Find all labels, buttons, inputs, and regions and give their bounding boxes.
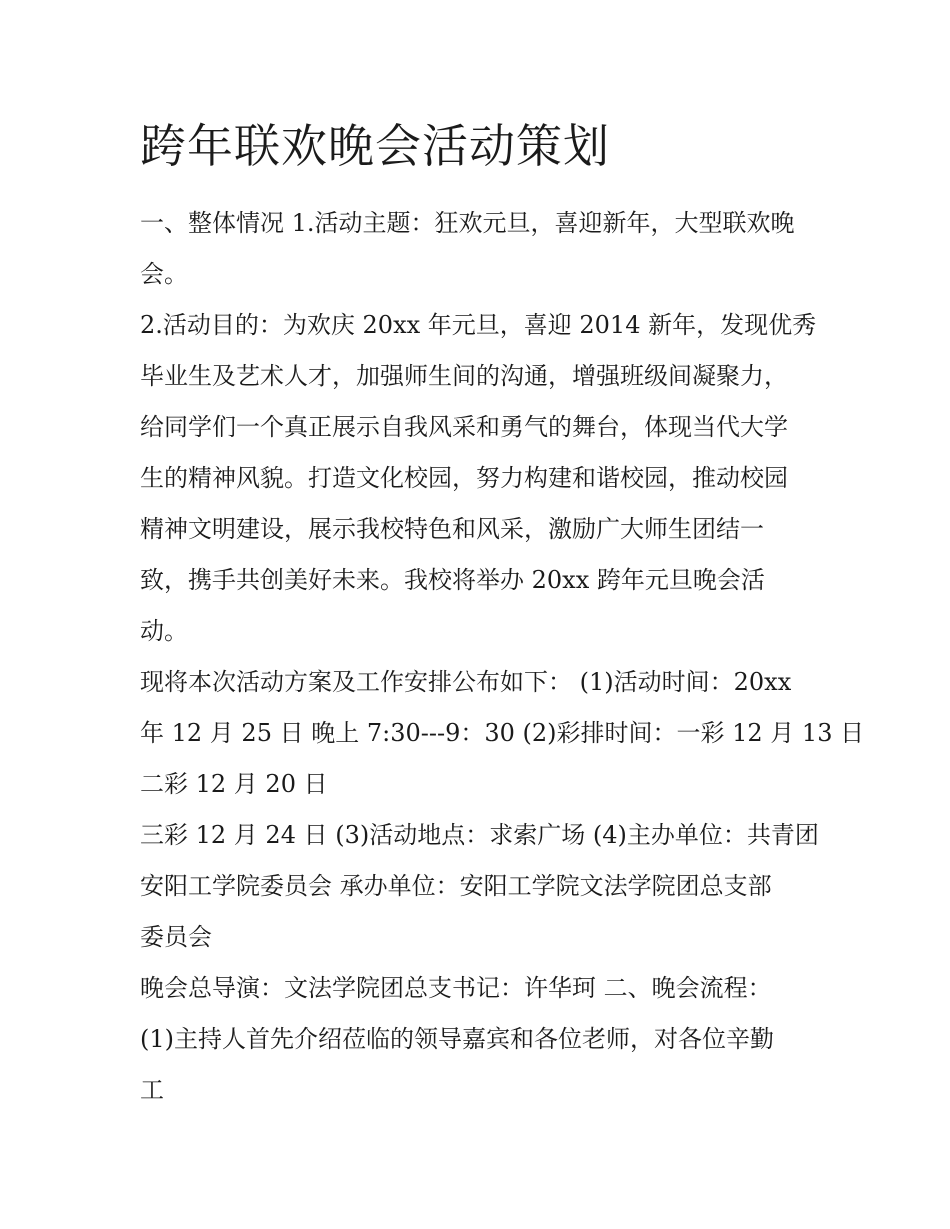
body-line: 晚会总导演：文法学院团总支书记：许华珂 二、晚会流程： xyxy=(140,974,772,1002)
body-line: 三彩 12 月 24 日 (3)活动地点：求索广场 (4)主办单位：共青团 xyxy=(140,821,819,849)
body-line: 现将本次活动方案及工作安排公布如下： (1)活动时间：20xx xyxy=(140,668,792,696)
document-body xyxy=(140,198,865,1116)
body-line: 动。 xyxy=(140,617,188,645)
body-line: 一、整体情况 1.活动主题：狂欢元旦，喜迎新年，大型联欢晚 xyxy=(140,209,795,237)
body-line: (1)主持人首先介绍莅临的领导嘉宾和各位老师，对各位辛勤 xyxy=(140,1025,774,1053)
body-line: 给同学们一个真正展示自我风采和勇气的舞台，体现当代大学 xyxy=(140,413,788,441)
body-line: 致，携手共创美好未来。我校将举办 20xx 跨年元旦晚会活 xyxy=(140,566,765,594)
body-line: 年 12 月 25 日 晚上 7:30---9：30 (2)彩排时间：一彩 12 月 13 日 xyxy=(140,719,865,747)
body-line: 委员会 xyxy=(140,923,212,951)
body-line: 工 xyxy=(140,1076,164,1104)
body-line: 2.活动目的：为欢庆 20xx 年元旦，喜迎 2014 新年，发现优秀 xyxy=(140,311,817,339)
body-line: 精神文明建设，展示我校特色和风采，激励广大师生团结一 xyxy=(140,515,764,543)
document-title: 跨年联欢晚会活动策划 xyxy=(140,119,610,173)
body-line: 生的精神风貌。打造文化校园，努力构建和谐校园，推动校园 xyxy=(140,464,788,492)
body-line: 会。 xyxy=(140,260,188,288)
body-line: 毕业生及艺术人才，加强师生间的沟通，增强班级间凝聚力， xyxy=(140,362,788,390)
body-line: 安阳工学院委员会 承办单位：安阳工学院文法学院团总支部 xyxy=(140,872,772,900)
body-line: 二彩 12 月 20 日 xyxy=(140,770,328,798)
